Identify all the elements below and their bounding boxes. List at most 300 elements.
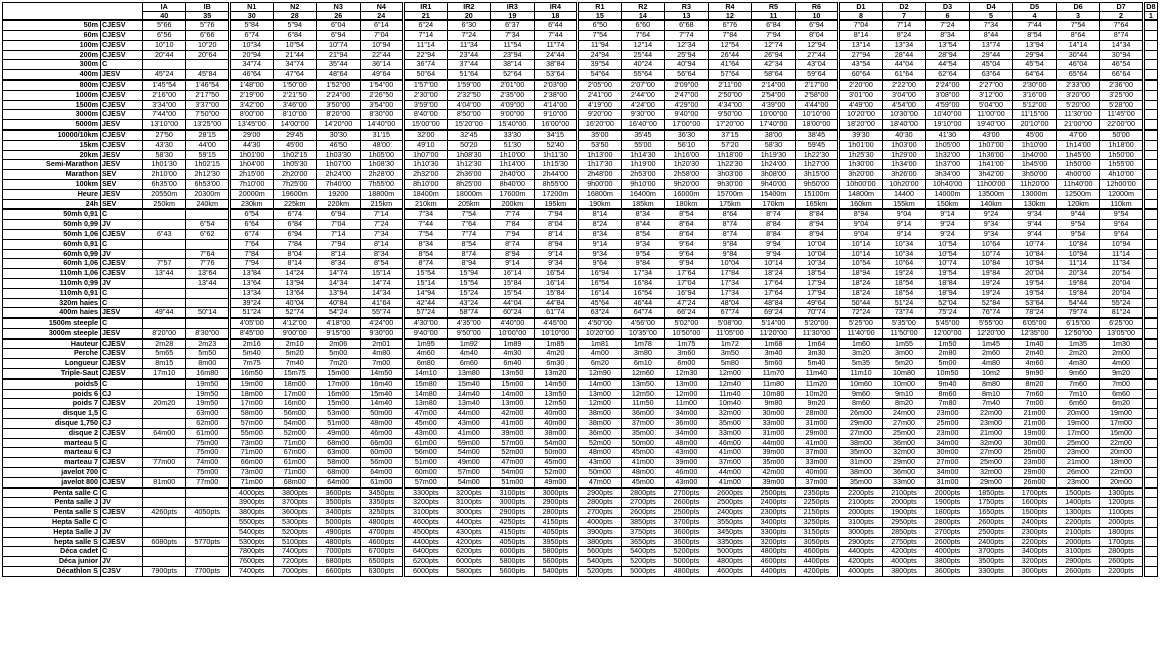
- performance-cell: [186, 318, 230, 328]
- performance-cell: 6800pts: [317, 557, 361, 567]
- performance-cell: 2'26"50: [360, 90, 404, 100]
- performance-cell: 66"24: [665, 308, 709, 318]
- performance-cell: 2m40: [1013, 349, 1057, 359]
- performance-cell: 6m20: [1100, 399, 1144, 409]
- performance-cell: 3900pts: [578, 527, 622, 537]
- performance-cell: 31m00: [839, 458, 883, 468]
- performance-cell: 29m00: [1013, 468, 1057, 478]
- performance-cell: 25m00: [1056, 438, 1100, 448]
- event-name: 60mh 0,99: [3, 249, 101, 259]
- event-name: Hauteur: [3, 339, 101, 349]
- event-name: Marathon: [3, 170, 101, 180]
- performance-cell: 3m80: [621, 349, 665, 359]
- performance-cell: 12500m: [1056, 189, 1100, 199]
- performance-cell: 36'30: [665, 130, 709, 140]
- event-name: 1500m: [3, 100, 101, 110]
- performance-cell: 1h05'30: [273, 160, 317, 170]
- performance-cell: 7"24: [447, 30, 491, 40]
- performance-cell: 54m00: [491, 468, 535, 478]
- performance-cell: 4'12"00: [273, 318, 317, 328]
- performance-cell: 1h55'00: [1100, 160, 1144, 170]
- performance-cell: 3200pts: [752, 537, 796, 547]
- performance-cell: 64"74: [621, 308, 665, 318]
- performance-cell: 9h00'00: [578, 179, 622, 189]
- performance-cell: 1h18'00: [1100, 140, 1144, 150]
- performance-cell: 3700pts: [665, 518, 709, 528]
- performance-cell: 47'00: [1056, 130, 1100, 140]
- performance-cell: 51"24: [229, 308, 273, 318]
- performance-cell: 2900pts: [491, 508, 535, 518]
- performance-cell: 33m00: [795, 458, 839, 468]
- performance-cell: 6"84: [752, 20, 796, 30]
- performance-cell: [1143, 40, 1157, 50]
- table-row: [3, 328, 1158, 338]
- performance-cell: 17"94: [795, 288, 839, 298]
- performance-cell: 1h45'00: [1013, 160, 1057, 170]
- performance-cell: 6m60: [1100, 389, 1144, 399]
- performance-cell: 13m50: [621, 379, 665, 389]
- points-header-n4: 24: [360, 11, 404, 20]
- performance-cell: 38m00: [534, 428, 578, 438]
- performance-cell: 7m80: [926, 399, 970, 409]
- performance-cell: 1h22'30: [708, 160, 752, 170]
- performance-cell: 1400pts: [1056, 498, 1100, 508]
- performance-cell: 18"54: [882, 278, 926, 288]
- level-header-n1: N1: [229, 3, 273, 12]
- performance-cell: 7m00: [1013, 399, 1057, 409]
- category-code: JESV: [100, 189, 142, 199]
- performance-cell: 36m00: [882, 438, 926, 448]
- performance-cell: 4'24"00: [621, 100, 665, 110]
- performance-cell: 10"94: [1100, 239, 1144, 249]
- performance-cell: 18'40"00: [882, 120, 926, 130]
- performance-cell: 2900pts: [839, 537, 883, 547]
- performance-cell: 40"94: [665, 60, 709, 70]
- category-code: CJESV: [100, 359, 142, 369]
- event-name: 400m: [3, 70, 101, 80]
- performance-cell: 8h10'00: [404, 179, 448, 189]
- performance-cell: 6600pts: [317, 567, 361, 577]
- performance-cell: 17"94: [795, 278, 839, 288]
- performance-cell: 9"34: [534, 259, 578, 269]
- event-name: 110mh 1,06: [3, 269, 101, 279]
- performance-cell: 1h10'00: [491, 150, 535, 160]
- performance-cell: 38m00: [578, 419, 622, 429]
- performance-cell: 71m00: [229, 477, 273, 487]
- performance-cell: 15m00: [491, 379, 535, 389]
- performance-cell: 12m40: [708, 379, 752, 389]
- performance-cell: 40'30: [882, 130, 926, 140]
- performance-cell: 11'05"00: [708, 328, 752, 338]
- performance-cell: 36"14: [360, 60, 404, 70]
- performance-cell: 37m00: [708, 458, 752, 468]
- event-name: 300m: [3, 60, 101, 70]
- performance-grid-sheet: [2, 2, 1158, 577]
- performance-cell: [186, 209, 230, 219]
- performance-cell: 3000pts: [534, 488, 578, 498]
- event-name: Hepta Salle C: [3, 518, 101, 528]
- performance-cell: 2'50"00: [708, 90, 752, 100]
- performance-cell: 34m00: [926, 438, 970, 448]
- performance-cell: 19m00: [1056, 419, 1100, 429]
- performance-cell: 2'36"00: [1100, 80, 1144, 90]
- performance-cell: 9'50"00: [447, 328, 491, 338]
- performance-cell: 6"04: [317, 20, 361, 30]
- performance-cell: 7"24: [360, 220, 404, 230]
- performance-cell: 38m00: [839, 468, 883, 478]
- performance-cell: 2000pts: [1100, 518, 1144, 528]
- table-row: [3, 339, 1158, 349]
- points-header-d3: 6: [926, 11, 970, 20]
- performance-cell: 50m00: [578, 468, 622, 478]
- performance-cell: 2'03"00: [534, 80, 578, 90]
- performance-cell: 10"04: [795, 239, 839, 249]
- event-name: 60mh 1,06: [3, 259, 101, 269]
- performance-cell: 40m00: [534, 419, 578, 429]
- performance-cell: 19"24: [969, 288, 1013, 298]
- performance-cell: 20"64: [186, 50, 230, 60]
- performance-cell: 64m00: [142, 428, 186, 438]
- performance-cell: 79"74: [1056, 308, 1100, 318]
- event-name: 110mh 0,99: [3, 278, 101, 288]
- performance-cell: 3100pts: [404, 508, 448, 518]
- performance-cell: 70"74: [795, 308, 839, 318]
- performance-cell: 2h24'00: [317, 170, 361, 180]
- performance-cell: 7"64: [447, 220, 491, 230]
- category-code: JV: [100, 220, 142, 230]
- performance-cell: 2h32'00: [404, 170, 448, 180]
- performance-cell: 35'45: [621, 130, 665, 140]
- performance-cell: 20'10"00: [1013, 120, 1057, 130]
- performance-cell: 4'35"00: [447, 318, 491, 328]
- performance-cell: 23"44: [447, 50, 491, 60]
- performance-cell: 19m00: [229, 379, 273, 389]
- performance-cell: 9"54: [621, 249, 665, 259]
- table-row: [3, 50, 1158, 60]
- performance-cell: 68m00: [317, 438, 361, 448]
- performance-cell: 3m00: [882, 349, 926, 359]
- category-code: CJESV: [100, 30, 142, 40]
- category-code: CJESV: [100, 349, 142, 359]
- performance-cell: 8"14: [534, 229, 578, 239]
- performance-cell: 8'20"00: [142, 328, 186, 338]
- performance-cell: 2'30"00: [404, 90, 448, 100]
- event-name: Triple-Saut: [3, 369, 101, 379]
- performance-cell: 3250pts: [795, 518, 839, 528]
- performance-cell: 1h34'00: [882, 160, 926, 170]
- category-code: CJESV: [100, 140, 142, 150]
- performance-cell: 4'50"00: [578, 318, 622, 328]
- table-row: [3, 498, 1158, 508]
- performance-cell: 57'20: [708, 140, 752, 150]
- performance-cell: 8"84: [795, 209, 839, 219]
- performance-cell: [142, 409, 186, 419]
- performance-cell: 72"24: [839, 308, 883, 318]
- performance-cell: 13"94: [1013, 40, 1057, 50]
- performance-cell: [1143, 399, 1157, 409]
- performance-cell: 19"54: [926, 269, 970, 279]
- performance-cell: 19"84: [1056, 288, 1100, 298]
- category-code: SEV: [100, 179, 142, 189]
- performance-cell: 20"94: [229, 50, 273, 60]
- performance-cell: 15"84: [491, 278, 535, 288]
- performance-cell: 2'14"00: [752, 80, 796, 90]
- performance-cell: 45'00: [1013, 130, 1057, 140]
- performance-cell: 6'25"00: [1100, 318, 1144, 328]
- performance-cell: 8m20: [1013, 379, 1057, 389]
- performance-cell: 19m00: [1100, 409, 1144, 419]
- performance-cell: 8'50"00: [447, 110, 491, 120]
- performance-cell: 29'00: [229, 130, 273, 140]
- level-header-r5: R5: [752, 3, 796, 12]
- performance-cell: 2800pts: [1100, 547, 1144, 557]
- event-name: Décathlon S: [3, 567, 101, 577]
- performance-cell: 1h08'30: [447, 150, 491, 160]
- performance-cell: 50"44: [839, 298, 883, 308]
- performance-cell: [142, 518, 186, 528]
- performance-cell: 2m10: [273, 339, 317, 349]
- performance-cell: 9"64: [1100, 220, 1144, 230]
- performance-cell: 3h34'00: [926, 170, 970, 180]
- performance-cell: 44m00: [708, 468, 752, 478]
- performance-cell: 3050pts: [795, 537, 839, 547]
- performance-cell: 3000pts: [839, 527, 883, 537]
- performance-cell: 48'00: [360, 140, 404, 150]
- category-code: JESV: [100, 70, 142, 80]
- performance-cell: 9'40"00: [404, 328, 448, 338]
- performance-cell: 3200pts: [447, 488, 491, 498]
- performance-cell: 2'32"50: [447, 90, 491, 100]
- table-row: [3, 389, 1158, 399]
- performance-cell: 7m60: [1056, 379, 1100, 389]
- performance-cell: 7"94: [491, 229, 535, 239]
- performance-cell: 7h25'00: [273, 179, 317, 189]
- performance-cell: 1100pts: [1100, 508, 1144, 518]
- performance-cell: 13000m: [1013, 189, 1057, 199]
- performance-cell: 20"44: [142, 50, 186, 60]
- performance-cell: 3400pts: [752, 518, 796, 528]
- performance-cell: 19m00: [1013, 428, 1057, 438]
- performance-cell: 1h04'00: [229, 160, 273, 170]
- performance-cell: 10'00"00: [752, 110, 796, 120]
- performance-cell: 9h20'00: [665, 179, 709, 189]
- performance-cell: 26"94: [752, 50, 796, 60]
- performance-cell: 1h08'30: [360, 160, 404, 170]
- performance-cell: [1143, 498, 1157, 508]
- performance-cell: 2h36'00: [447, 170, 491, 180]
- performance-cell: [1143, 339, 1157, 349]
- performance-cell: 58m00: [317, 458, 361, 468]
- points-header-ib: 35: [186, 11, 230, 20]
- performance-cell: 4800pts: [317, 537, 361, 547]
- performance-cell: 15"94: [447, 269, 491, 279]
- performance-cell: 8"94: [447, 259, 491, 269]
- category-code: CJESV: [100, 110, 142, 120]
- points-header-r2: 14: [621, 11, 665, 20]
- performance-cell: 9"64: [665, 249, 709, 259]
- performance-cell: 36m00: [665, 419, 709, 429]
- performance-cell: 8"54: [665, 209, 709, 219]
- performance-cell: 10'35"00: [621, 328, 665, 338]
- performance-cell: 75m00: [186, 438, 230, 448]
- performance-cell: 4800pts: [708, 557, 752, 567]
- performance-cell: 9"54: [1056, 220, 1100, 230]
- table-row: [3, 419, 1158, 429]
- performance-cell: 16400m: [621, 189, 665, 199]
- performance-cell: 2600pts: [665, 498, 709, 508]
- performance-cell: 6'05"00: [1013, 318, 1057, 328]
- performance-cell: 22"44: [360, 50, 404, 60]
- performance-cell: 32m00: [969, 438, 1013, 448]
- performance-cell: 4m30: [1056, 359, 1100, 369]
- performance-cell: 1h05'00: [360, 150, 404, 160]
- performance-cell: 6"14: [360, 20, 404, 30]
- table-row: [3, 428, 1158, 438]
- performance-cell: 7"94: [752, 30, 796, 40]
- performance-cell: 19600m: [273, 189, 317, 199]
- performance-cell: 73"74: [882, 308, 926, 318]
- performance-cell: 6m30: [534, 359, 578, 369]
- category-code: CJESV: [100, 399, 142, 409]
- performance-cell: 13m50: [491, 369, 535, 379]
- performance-cell: 1h25'30: [839, 150, 883, 160]
- performance-cell: 4400pts: [795, 557, 839, 567]
- performance-cell: 11h00'00: [969, 179, 1013, 189]
- points-header-n1: 30: [229, 11, 273, 20]
- performance-cell: 19"54: [1013, 278, 1057, 288]
- performance-cell: 5'08"00: [708, 318, 752, 328]
- performance-cell: 2h10'00: [142, 170, 186, 180]
- performance-cell: 10'50"00: [665, 328, 709, 338]
- performance-cell: 6m60: [447, 359, 491, 369]
- performance-cell: 2'17"00: [795, 80, 839, 90]
- performance-cell: 17m10: [142, 369, 186, 379]
- performance-cell: 31'15: [360, 130, 404, 140]
- performance-cell: 19"84: [969, 269, 1013, 279]
- performance-cell: 4700pts: [360, 527, 404, 537]
- performance-cell: 61m00: [404, 438, 448, 448]
- performance-cell: [142, 389, 186, 399]
- performance-cell: 13m80: [447, 369, 491, 379]
- table-row: [3, 269, 1158, 279]
- performance-cell: 11"74: [534, 40, 578, 50]
- performance-cell: 54"24: [317, 308, 361, 318]
- performance-cell: 3m60: [665, 349, 709, 359]
- performance-cell: 10"94: [360, 40, 404, 50]
- performance-cell: 52m00: [578, 438, 622, 448]
- performance-cell: 7h10'00: [229, 179, 273, 189]
- performance-cell: 10'30"00: [882, 110, 926, 120]
- performance-cell: 35'00: [578, 130, 622, 140]
- performance-cell: 15"14: [404, 278, 448, 288]
- performance-cell: 1700pts: [1100, 537, 1144, 547]
- performance-cell: 56m00: [404, 448, 448, 458]
- performance-cell: 64m00: [317, 477, 361, 487]
- performance-cell: 4200pts: [795, 567, 839, 577]
- performance-cell: 10"74: [969, 249, 1013, 259]
- performance-cell: 17'00"00: [665, 120, 709, 130]
- performance-cell: 17m00: [1100, 419, 1144, 429]
- performance-cell: 37'15: [708, 130, 752, 140]
- performance-cell: 33'30: [491, 130, 535, 140]
- performance-cell: 20000m: [229, 189, 273, 199]
- performance-cell: 10"14: [839, 239, 883, 249]
- performance-cell: 2700pts: [665, 488, 709, 498]
- performance-cell: 2'33"00: [1056, 80, 1100, 90]
- performance-cell: 58"74: [447, 308, 491, 318]
- performance-cell: 10'40"00: [926, 110, 970, 120]
- performance-cell: [1143, 288, 1157, 298]
- event-name: 10000/10km: [3, 130, 101, 140]
- performance-cell: 5'20"00: [795, 318, 839, 328]
- performance-cell: 71m00: [229, 448, 273, 458]
- performance-cell: 8"54: [621, 229, 665, 239]
- performance-cell: 4'54"00: [882, 100, 926, 110]
- performance-cell: 7"76: [186, 259, 230, 269]
- performance-cell: 48"04: [708, 298, 752, 308]
- performance-cell: 45"24: [142, 70, 186, 80]
- performance-cell: 63"64: [969, 70, 1013, 80]
- performance-cell: 2600pts: [1056, 567, 1100, 577]
- performance-cell: 17m00: [229, 399, 273, 409]
- performance-cell: 1h14'30: [621, 150, 665, 160]
- performance-cell: 12m00: [578, 399, 622, 409]
- performance-cell: [142, 498, 186, 508]
- performance-cell: 3200pts: [1013, 557, 1057, 567]
- performance-cell: 2h12'30: [186, 170, 230, 180]
- performance-cell: 10'10"00: [795, 110, 839, 120]
- performance-cell: 71m00: [273, 468, 317, 478]
- category-code: C: [100, 468, 142, 478]
- performance-cell: 2'22"00: [882, 80, 926, 90]
- performance-cell: [142, 468, 186, 478]
- performance-cell: 3400pts: [317, 508, 361, 518]
- performance-cell: 57m00: [447, 468, 491, 478]
- performance-cell: 9'00"00: [273, 328, 317, 338]
- performance-cell: 23m00: [926, 428, 970, 438]
- performance-cell: 16m00: [273, 399, 317, 409]
- performance-cell: 13m50: [534, 389, 578, 399]
- level-header-n4: N4: [360, 3, 404, 12]
- performance-cell: 53"64: [1013, 298, 1057, 308]
- performance-cell: 40m00: [795, 468, 839, 478]
- performance-cell: 8h25'00: [447, 179, 491, 189]
- performance-cell: 81m00: [142, 477, 186, 487]
- performance-cell: 5m40: [795, 359, 839, 369]
- performance-cell: 16800m: [578, 189, 622, 199]
- performance-cell: 225km: [273, 199, 317, 209]
- performance-cell: 6m10: [621, 359, 665, 369]
- performance-cell: 17m00: [1056, 428, 1100, 438]
- performance-cell: 7m00: [1100, 379, 1144, 389]
- performance-cell: 1'57"00: [404, 80, 448, 90]
- performance-cell: 34"74: [229, 60, 273, 70]
- performance-cell: [1143, 448, 1157, 458]
- performance-cell: 9'15"00: [317, 328, 361, 338]
- performance-cell: 1m78: [621, 339, 665, 349]
- performance-cell: 1h50'00: [1056, 160, 1100, 170]
- performance-cell: 11h20'00: [1013, 179, 1057, 189]
- performance-cell: 3800pts: [273, 488, 317, 498]
- performance-cell: 12m00: [708, 369, 752, 379]
- performance-cell: 39m00: [752, 448, 796, 458]
- performance-cell: 60"64: [839, 70, 883, 80]
- performance-cell: 9"34: [621, 239, 665, 249]
- performance-cell: 6"66: [186, 30, 230, 40]
- performance-cell: 2'19"00: [229, 90, 273, 100]
- performance-cell: 45m00: [621, 448, 665, 458]
- performance-cell: 2800pts: [578, 498, 622, 508]
